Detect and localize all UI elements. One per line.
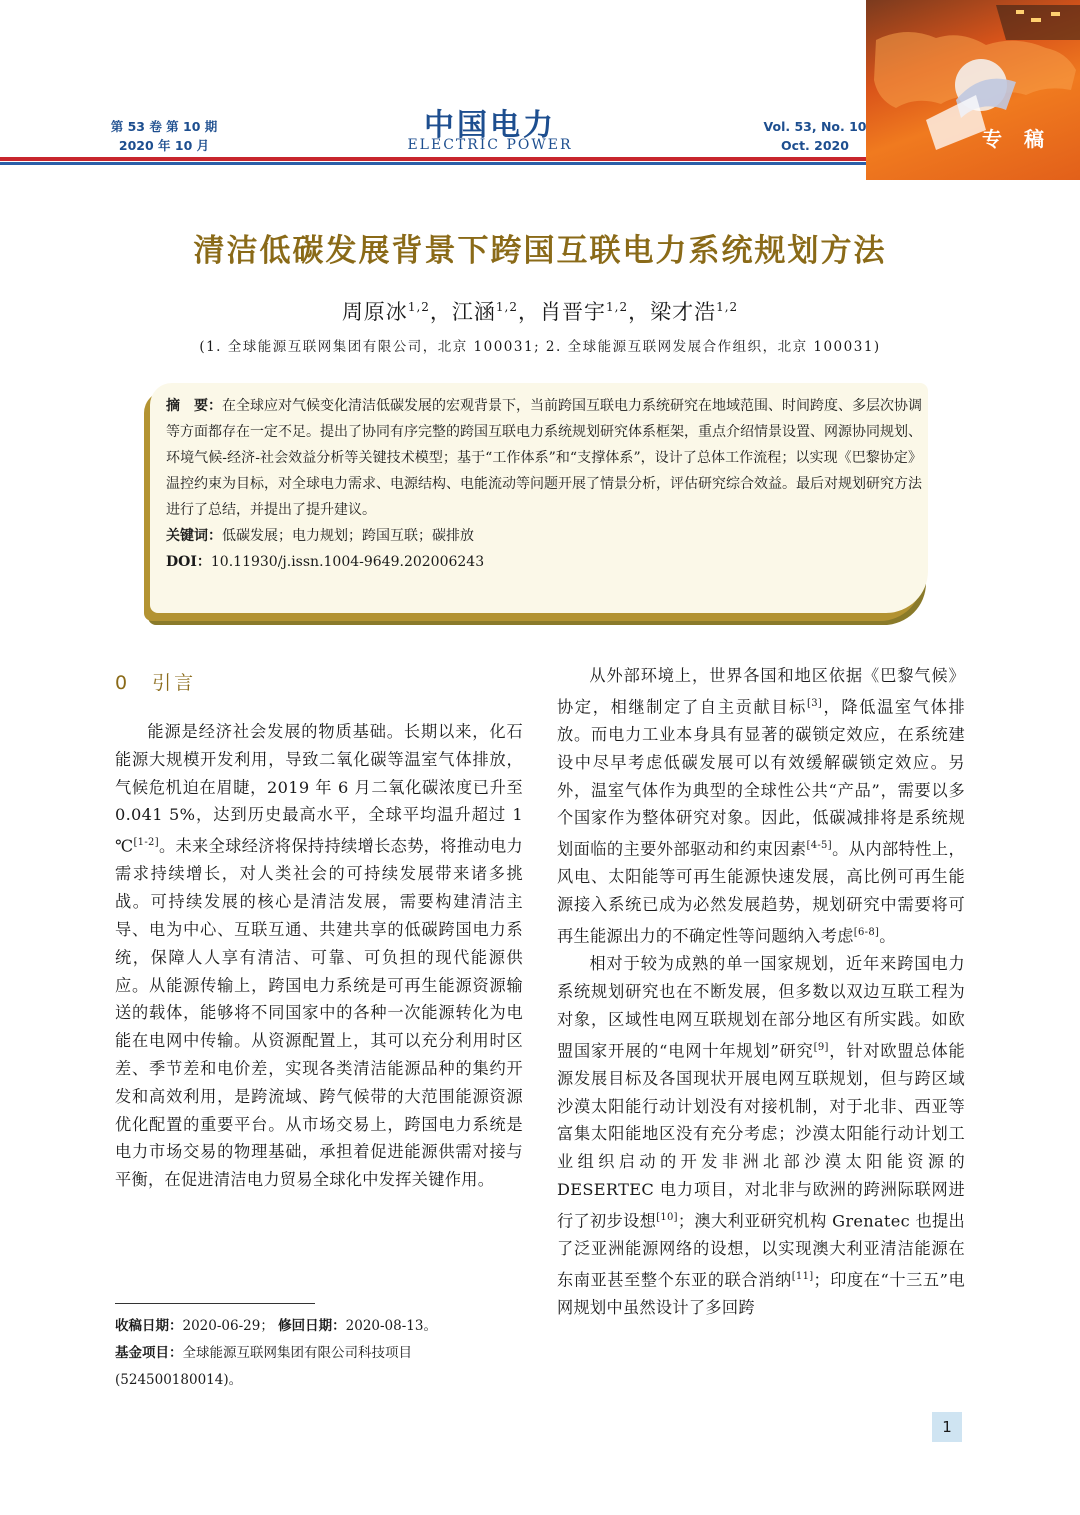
text-run: ；澳大利亚研究机构 Grenatec 也提出了泛亚洲能源网络的设想，以实现澳大利亚清洁能源在东南亚甚至整个东亚的联合消纳 (557, 1211, 965, 1290)
author-affiliation-mark: 1,2 (407, 300, 430, 314)
abstract-content (166, 393, 922, 575)
body-column-right (557, 662, 965, 1322)
paragraph (115, 718, 523, 1194)
header-rule-red (0, 157, 866, 161)
section-heading: 0 引言 (115, 672, 197, 694)
doi-label: DOI： (166, 554, 211, 570)
keywords-text: 低碳发展；电力规划；跨国互联；碳排放 (222, 528, 474, 544)
citation[interactable]: [1-2] (133, 837, 159, 849)
page-number: 1 (932, 1412, 962, 1442)
world-map-graphic (866, 0, 1080, 180)
paragraph (557, 662, 965, 950)
author-list (0, 296, 1080, 326)
author-affiliation-mark: 1,2 (495, 300, 518, 314)
author-name: 江涵 (451, 300, 496, 324)
date-cn: 2020 年 10 月 (118, 138, 210, 153)
citation[interactable]: [6-8] (853, 926, 880, 938)
journal-name-en: ELECTRIC POWER (407, 137, 573, 153)
volume-issue-cn: 第 53 卷 第 10 期 (110, 119, 218, 134)
author-name: 梁才浩 (650, 300, 717, 324)
received-date: 2020-06-29； (182, 1318, 274, 1334)
abstract (166, 393, 922, 523)
header-rule-blue (0, 162, 866, 165)
citation[interactable]: [9] (813, 1041, 829, 1053)
author-name: 周原冰 (341, 300, 408, 324)
text-run: 相对于较为成熟的单一国家规划，近年来跨国电力系统规划研究也在不断发展，但多数以双边互联工程为对象，区域性电网互联规划在部分地区有所实践。如欧盟国家开展的“电网十年规划”研究 (557, 954, 965, 1060)
doi-link[interactable]: 10.11930/j.issn.1004-9649.202006243 (210, 554, 485, 570)
author-name: 肖晋宇 (540, 300, 606, 324)
text-run: ，针对欧盟总体能源发展目标及各国现状开展电网互联规划，但与跨区域沙漠太阳能行动计划没有对接机制，对于北非、西亚等富集太阳能地区没有充分考虑；沙漠太阳能行动计划工业组织启动的开发非洲北部沙漠太阳能资源的 DESERTEC 电力项目，对北非与欧洲的跨洲际联网进行了初步设想 (557, 1040, 965, 1231)
citation[interactable]: [4-5] (806, 840, 832, 852)
affiliation: (1. 全球能源互联网集团有限公司，北京 100031; 2. 全球能源互联网发展合作组织，北京 100031) (199, 339, 881, 355)
fund-text: 全球能源互联网集团有限公司科技项目 (524500180014)。 (115, 1345, 412, 1388)
footnote (115, 1313, 523, 1394)
body-column-left (115, 718, 523, 1194)
revised-label: 修回日期： (278, 1318, 346, 1334)
dates-line (115, 1313, 523, 1340)
issue-info-cn (104, 117, 224, 155)
text-run: 。从内部特性上，风电、太阳能等可再生能源快速发展，高比例可再生能源接入系统已成为必然发展趋势，规划研究中需要将可再生能源出力的不确定性等问题纳入考虑 (557, 839, 965, 946)
fund-line (115, 1340, 523, 1394)
journal-name-cn: 中国电力 (424, 108, 556, 143)
text-run: 能源是经济社会发展的物质基础。长期以来，化石能源大规模开发利用，导致二氧化碳等温室气体排放，气候危机迫在眉睫，2019 年 6 月二氧化碳浓度已升至 0.041 5%，达到历史最高水平，全球平均温升超过 1 ℃ (115, 722, 523, 856)
text-run: 。 (879, 926, 896, 946)
date-en: Oct. 2020 (781, 138, 849, 153)
author-affiliation-mark: 1,2 (606, 300, 629, 314)
fund-label: 基金项目： (115, 1345, 183, 1361)
text-run: ；印度在“十三五”电网规划中虽然设计了多回跨 (557, 1270, 965, 1317)
received-label: 收稿日期： (115, 1318, 183, 1334)
citation[interactable]: [3] (807, 697, 823, 709)
author-separator: ， (429, 300, 452, 324)
feature-banner (866, 0, 1080, 180)
citation[interactable]: [10] (656, 1211, 678, 1223)
revised-date: 2020-08-13。 (345, 1318, 437, 1334)
issue-info-en (760, 117, 870, 155)
abstract-label: 摘 要： (166, 398, 222, 414)
volume-issue-en: Vol. 53, No. 10 (763, 119, 867, 134)
keywords (166, 523, 922, 549)
author-affiliation-mark: 1,2 (716, 300, 739, 314)
text-run: 从外部环境上，世界各国和地区依据《巴黎气候》协定，相继制定了自主贡献目标 (557, 666, 965, 717)
paragraph (557, 950, 965, 1322)
keywords-label: 关键词： (166, 528, 222, 544)
footnote-rule (115, 1303, 315, 1304)
paper-title: 清洁低碳发展背景下跨国互联电力系统规划方法 (193, 233, 887, 269)
author-separator: ， (518, 300, 540, 324)
author-separator: ， (628, 300, 651, 324)
text-run: ，降低温室气体排放。而电力工业本身具有显著的碳锁定效应，在系统建设中尽早考虑低碳发展可以有效缓解碳锁定效应。另外，温室气体作为典型的全球性公共“产品”，需要以多个国家作为整体研究对象。因此，低碳减排将是系统规划面临的主要外部驱动和约束因素 (557, 697, 966, 859)
feature-badge: 专稿 (982, 127, 1066, 151)
abstract-text: 在全球应对气候变化清洁低碳发展的宏观背景下，当前跨国互联电力系统研究在地域范围、时间跨度、多层次协调等方面都存在一定不足。提出了协同有序完整的跨国互联电力系统规划研究体系框架，重点介绍情景设置、网源协同规划、环境气候-经济-社会效益分析等关键技术模型；基于“工作体系”和“支撑体系”，设计了总体工作流程；以实现《巴黎协定》温控约束为目标，对全球电力需求、电源结构、电能流动等问题开展了情景分析，评估研究综合效益。最后对规划研究方法进行了总结，并提出了提升建议。 (166, 398, 922, 518)
doi (166, 549, 922, 575)
text-run: 。未来全球经济将保持持续增长态势，将推动电力需求持续增长，对人类社会的可持续发展带来诸多挑战。可持续发展的核心是清洁发展，需要构建清洁主导、电为中心、互联互通、共建共享的低碳跨国电力系统，保障人人享有清洁、可靠、可负担的现代能源供应。从能源传输上，跨国电力系统是可再生能源资源输送的载体，能够将不同国家中的各种一次能源转化为电能在电网中传输。从资源配置上，其可以充分利用时区差、季节差和电价差，实现各类清洁能源品种的集约开发和高效利用，是跨流域、跨气候带的大范围能源资源优化配置的重要平台。从市场交易上，跨国电力系统是电力市场交易的物理基础，承担着促进能源供需对接与平衡，在促进清洁电力贸易全球化中发挥关键作用。 (115, 836, 523, 1190)
citation[interactable]: [11] (791, 1270, 814, 1282)
